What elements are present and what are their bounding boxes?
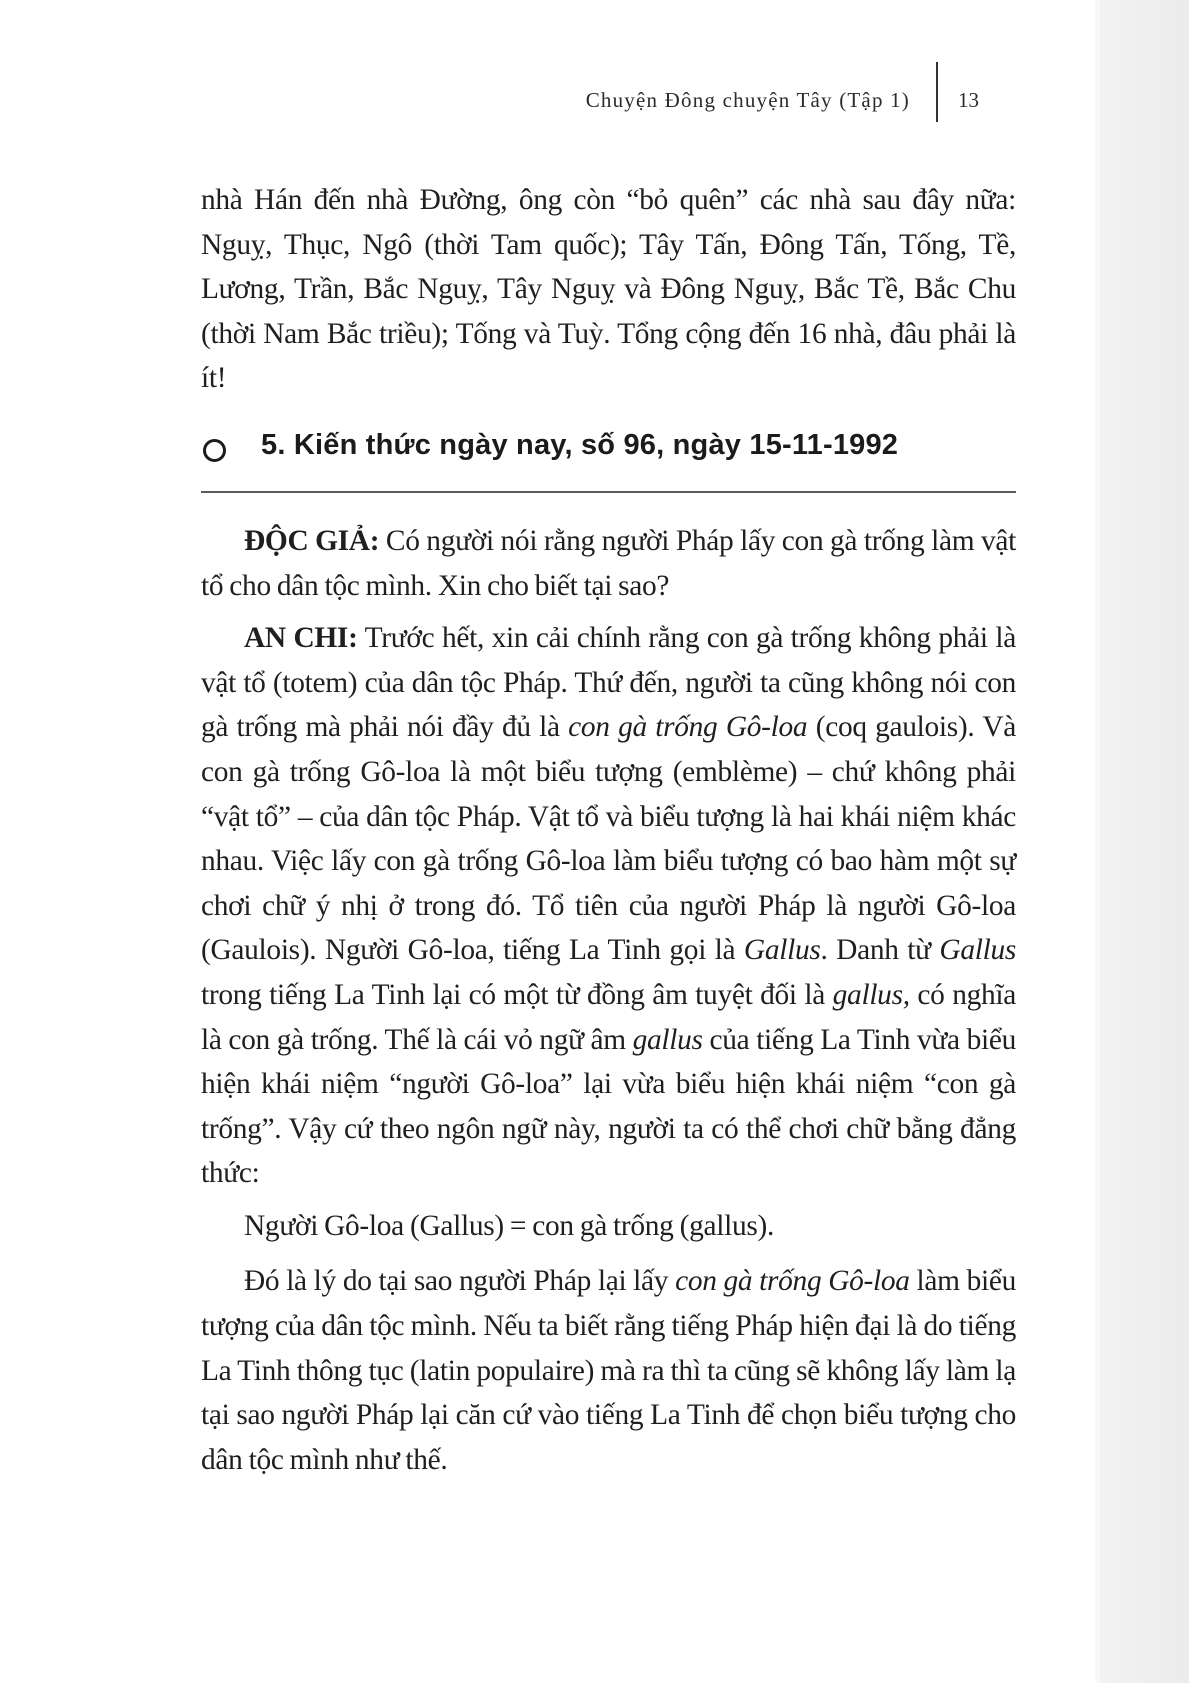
- conclusion-term: con gà trống Gô-loa: [675, 1265, 910, 1298]
- header-divider: [936, 62, 938, 122]
- answer-text: của tiếng La Tinh vừa biểu hiện khái niệm “người Gô-loa” lại vừa biểu hiện khái niệm “con gà trống”. Vậy cứ theo ngôn ngữ này, người ta có thể chơi chữ bằng đẳng thức:: [201, 1023, 1016, 1190]
- conclusion-text: làm biểu tượng của dân tộc mình. Nếu ta biết rằng tiếng Pháp hiện đại là do tiếng La Tinh thông tục (latin populaire) mà ra thì ta cũng sẽ không lấy làm lạ tại sao người Pháp lại căn cứ vào tiếng La Tinh để chọn biểu tượng cho dân tộc mình như thế.: [201, 1265, 1017, 1476]
- book-title: Chuyện Đông chuyện Tây (Tập 1): [585, 88, 910, 112]
- section-heading: [201, 429, 1016, 493]
- answer-text: . Danh từ: [820, 934, 940, 967]
- running-head: [500, 84, 997, 120]
- question-text: Có người nói rằng người Pháp lấy con gà trống làm vật tổ cho dân tộc mình. Xin cho biết tại sao?: [201, 524, 1016, 602]
- page-edge-highlight: [1095, 0, 1100, 1683]
- formula-line: Người Gô-loa (Gallus) = con gà trống (gallus).: [244, 1209, 775, 1242]
- page-edge-shadow: [1095, 0, 1189, 1683]
- answer-speaker: AN CHI:: [244, 622, 358, 655]
- circle-bullet-icon: [203, 439, 226, 462]
- answer-paragraph: [201, 616, 1016, 1196]
- answer-term: Gallus: [743, 934, 821, 967]
- answer-text: trong tiếng La Tinh lại có một từ đồng âm tuyệt đối là: [201, 978, 833, 1011]
- answer-text: (coq gaulois). Và con gà trống Gô-loa là một biểu tượng (emblème) – chứ không phải “vật tổ” – của dân tộc Pháp. Vật tổ và biểu tượng là hai khái niệm khác nhau. Việc lấy con gà trống Gô-loa làm biểu tượng có bao hàm một sự chơi chữ ý nhị ở trong đó. Tổ tiên của người Pháp là người Gô-loa (Gaulois). Người Gô-loa, tiếng La Tinh gọi là: [201, 711, 1016, 967]
- answer-text: Trước hết, xin cải chính rằng con gà trống không phải là vật tổ (totem) của dân tộc Pháp. Thứ đến, người ta cũng không nói con gà trống mà phải nói đầy đủ là: [201, 622, 1016, 744]
- answer-term: gallus,: [832, 978, 910, 1011]
- question-paragraph: [201, 519, 1016, 608]
- page-number: 13: [958, 88, 979, 112]
- question-speaker: ĐỘC GIẢ:: [244, 524, 380, 557]
- conclusion-paragraph: [201, 1259, 1016, 1482]
- answer-term: con gà trống Gô-loa: [568, 711, 808, 744]
- page-body: [201, 178, 1016, 1482]
- intro-paragraph: nhà Hán đến nhà Đường, ông còn “bỏ quên” các nhà sau đây nữa: Nguỵ, Thục, Ngô (thời Tam quốc); Tây Tấn, Đông Tấn, Tống, Tề, Lương, Trần, Bắc Nguỵ, Tây Nguỵ và Đông Nguỵ, Bắc Tề, Bắc Chu (thời Nam Bắc triều); Tống và Tuỳ. Tổng cộng đến 16 nhà, đâu phải là ít!: [201, 184, 1016, 395]
- conclusion-text: Đó là lý do tại sao người Pháp lại lấy: [244, 1265, 676, 1298]
- answer-term: Gallus: [939, 934, 1016, 967]
- section-title: 5. Kiến thức ngày nay, số 96, ngày 15-11-1992: [261, 428, 899, 461]
- answer-term: gallus: [632, 1023, 703, 1056]
- answer-text: có nghĩa là con gà trống. Thế là cái vỏ ngữ âm: [201, 978, 1016, 1056]
